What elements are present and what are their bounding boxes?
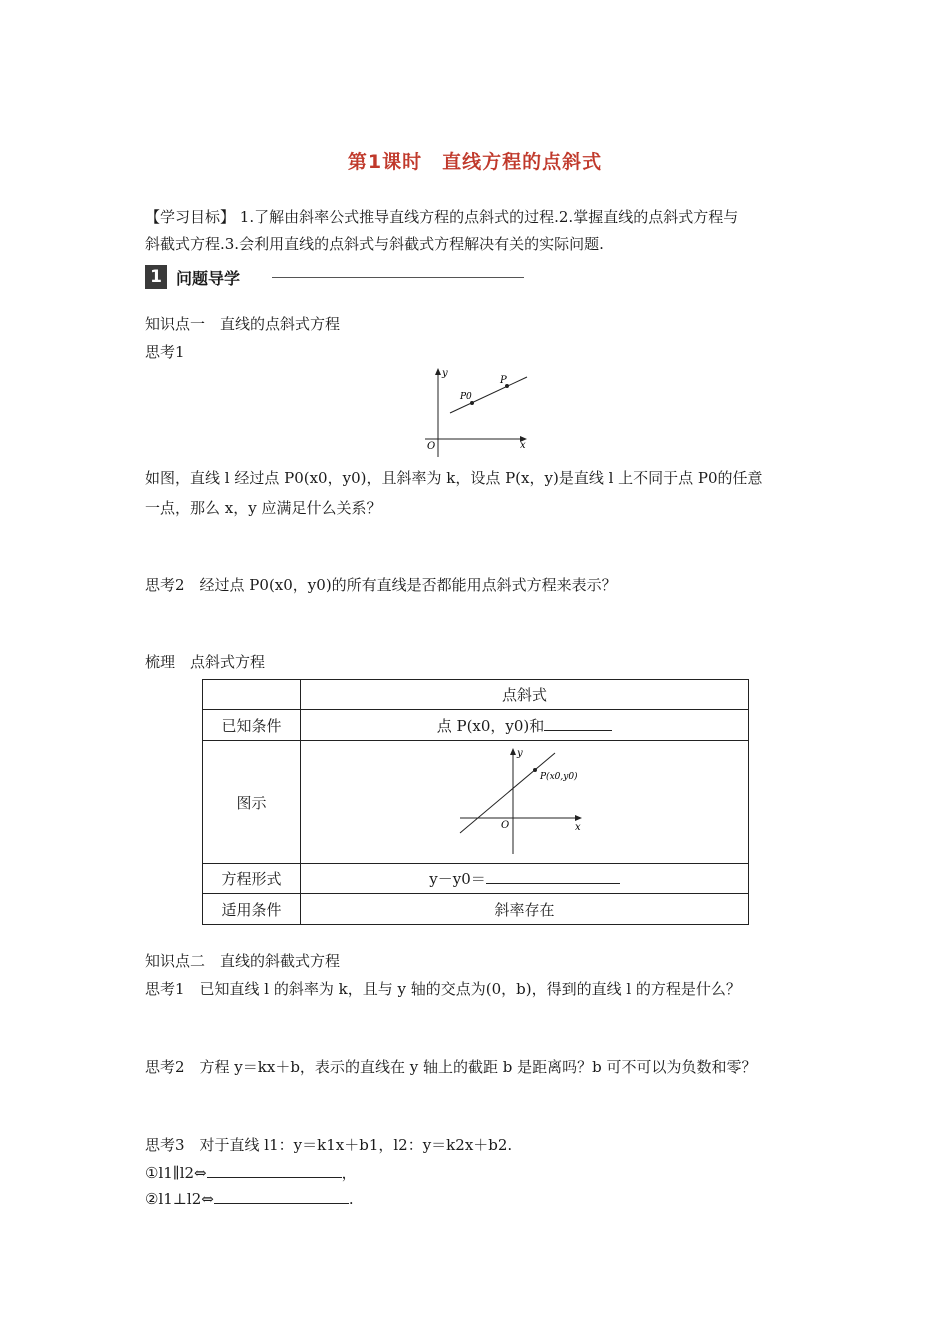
conditions-text: 点 P(x0，y0)和 — [436, 716, 545, 735]
kp2-item1 — [145, 1162, 357, 1183]
page-title: 第1课时 直线方程的点斜式 — [347, 151, 603, 173]
fig2-origin-label: O — [500, 820, 509, 831]
kp2-think2: 思考2 方程 y＝kx＋b，表示的直线在 y 轴上的截距 b 是距离吗？b 可不可以为负数和零？ — [145, 1058, 757, 1076]
fig1-y-label: y — [442, 368, 448, 379]
table-point-p — [533, 768, 537, 772]
item2-end: . — [348, 1190, 354, 1208]
kp2-heading: 知识点二 直线的斜截式方程 — [145, 952, 341, 970]
fig2-x-label: x — [574, 822, 581, 833]
kp1-think2: 思考2 经过点 P0(x0，y0)的所有直线是否都能用点斜式方程来表示？ — [145, 576, 617, 594]
point-slope-figure — [415, 365, 535, 460]
row-value-conditions — [301, 710, 749, 741]
form-text: y－y0＝ — [429, 870, 486, 888]
item1-blank — [207, 1165, 342, 1178]
kp1-heading: 知识点一 直线的点斜式方程 — [145, 315, 341, 333]
form-blank — [486, 871, 620, 884]
table-corner-cell — [203, 680, 301, 710]
fig1-x-label: x — [520, 440, 526, 451]
learning-objectives-line1 — [145, 206, 738, 227]
kp1-question1-line1: 如图，直线 l 经过点 P0(x0，y0)，且斜率为 k，设点 P(x，y)是直线 l 上不同于点 P0的任意 — [145, 469, 763, 487]
row-label-conditions: 已知条件 — [203, 710, 301, 741]
item2-text: ②l1⊥l2⇔ — [145, 1190, 214, 1208]
row-label-applicability: 适用条件 — [203, 894, 301, 925]
fig2-y-label: y — [516, 748, 523, 759]
kp1-think1-label: 思考1 — [145, 343, 185, 361]
row-label-figure: 图示 — [203, 741, 301, 864]
table-header: 点斜式 — [301, 680, 749, 710]
fig1-origin-label: O — [427, 441, 436, 452]
section-number-badge: 1 — [145, 265, 167, 289]
item2-blank — [214, 1191, 349, 1204]
kp2-think3: 思考3 对于直线 l1：y＝k1x＋b1，l2：y＝k2x＋b2. — [145, 1136, 513, 1154]
fig2-point-label: P(x0,y0) — [539, 772, 578, 782]
row-value-figure — [301, 741, 749, 864]
section-title: 问题导学 — [176, 269, 241, 288]
kp1-question1-line2: 一点，那么 x，y 应满足什么关系？ — [145, 499, 382, 517]
objectives-text-2: 斜截式方程.3.会利用直线的点斜式与斜截式方程解决有关的实际问题. — [145, 235, 604, 253]
fig1-p-label: P — [500, 375, 507, 386]
objectives-label: 【学习目标】 — [145, 208, 236, 226]
row-label-form: 方程形式 — [203, 864, 301, 894]
conditions-blank — [544, 718, 612, 731]
row-value-applicability: 斜率存在 — [301, 894, 749, 925]
summary-heading: 梳理 点斜式方程 — [145, 653, 266, 671]
point-slope-table — [202, 679, 749, 925]
row-value-form — [301, 864, 749, 894]
table-figure — [455, 746, 595, 858]
kp2-think1: 思考1 已知直线 l 的斜率为 k，且与 y 轴的交点为(0，b)，得到的直线 l 的方程是什么？ — [145, 980, 741, 998]
item1-end: ， — [341, 1164, 357, 1182]
kp2-item2 — [145, 1190, 354, 1208]
section-divider — [272, 277, 524, 278]
objectives-text-1: 1.了解由斜率公式推导直线方程的点斜式的过程.2.掌握直线的点斜式方程与 — [239, 208, 739, 226]
item1-text: ①l1∥l2⇔ — [145, 1164, 207, 1182]
fig1-p0-label: P0 — [460, 392, 472, 402]
